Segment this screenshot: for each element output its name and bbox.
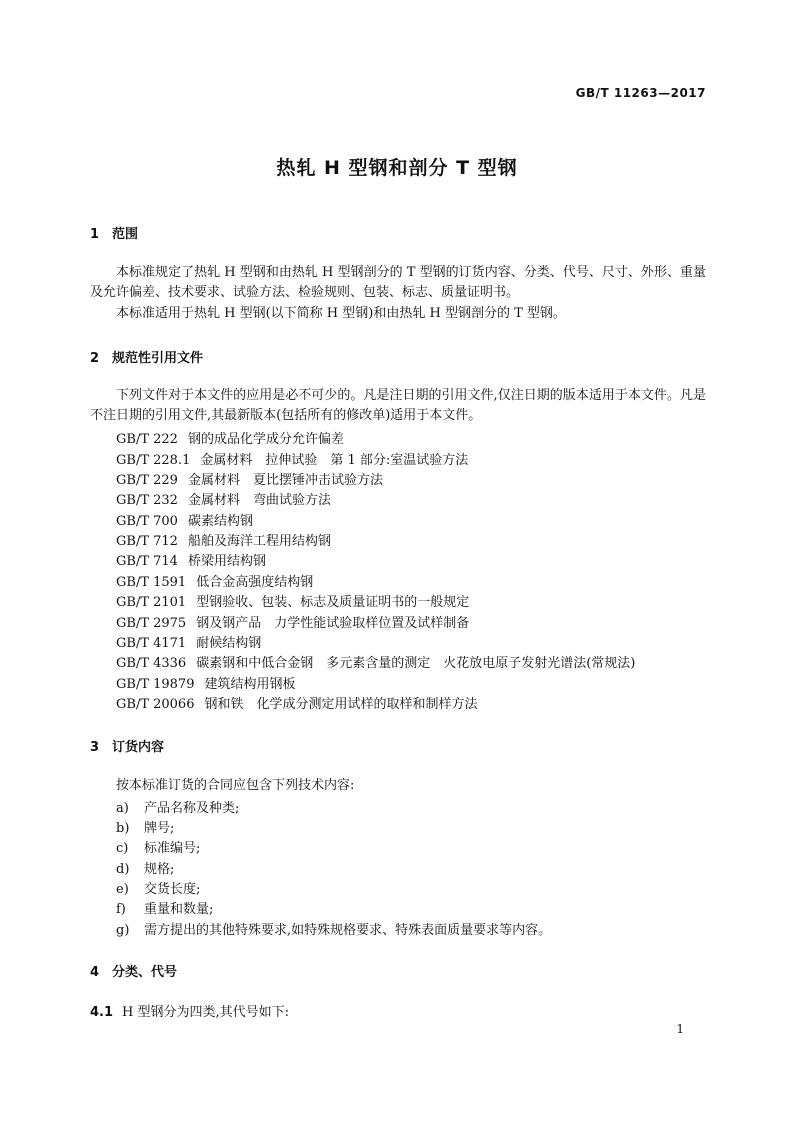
page-number: 1 [676,1022,684,1036]
standard-number: GB/T 11263—2017 [575,86,706,100]
list-marker: a) [116,801,129,816]
list-marker: g) [116,923,130,938]
reference-code: GB/T 228.1 [116,453,191,468]
reference-name: 耐候结构钢 [196,636,262,651]
reference-code: GB/T 19879 [116,677,195,692]
reference-name: 金属材料 夏比摆锤冲击试验方法 [187,473,383,488]
list-text: 交货长度; [144,882,201,897]
reference-code: GB/T 714 [116,554,178,569]
section-1-paragraph-2: 本标准适用于热轧 H 型钢(以下简称 H 型钢)和由热轧 H 型钢剖分的 T 型钢。 [116,306,566,321]
section-title: 分类、代号 [112,965,178,980]
reference-code: GB/T 232 [116,493,178,508]
list-marker: f) [116,902,126,917]
reference-code: GB/T 4336 [116,656,187,671]
list-text: 产品名称及种类; [144,801,240,816]
reference-code: GB/T 229 [116,473,178,488]
list-item [116,898,213,917]
reference-code: GB/T 700 [116,514,178,529]
reference-name: 低合金高强度结构钢 [196,575,314,590]
reference-item [116,530,331,549]
reference-item [116,612,469,631]
reference-item [116,449,468,468]
subsection-4-1 [90,1001,289,1020]
list-item [116,919,551,938]
reference-name: 型钢验收、包装、标志及质量证明书的一般规定 [196,595,470,610]
reference-item [116,652,635,671]
list-item [116,817,174,836]
list-item [116,837,200,856]
subsection-text: H 型钢分为四类,其代号如下: [122,1005,289,1020]
reference-item [116,673,296,692]
reference-code: GB/T 20066 [116,697,195,712]
list-text: 规格; [144,862,175,877]
section-3-heading [90,736,164,755]
list-marker: c) [116,841,129,856]
section-1-heading [90,223,138,242]
section-title: 规范性引用文件 [112,351,204,366]
section-title: 范围 [112,227,139,242]
reference-item [116,693,478,712]
reference-name: 钢及钢产品 力学性能试验取样位置及试样制备 [196,616,470,631]
list-marker: e) [116,882,129,897]
reference-item [116,469,383,488]
reference-item [116,550,266,569]
section-number: 4 [90,965,100,980]
reference-name: 桥梁用结构钢 [187,554,266,569]
reference-name: 钢和铁 化学成分测定用试样的取样和制样方法 [204,697,478,712]
list-item [116,858,174,877]
reference-name: 碳素结构钢 [187,514,253,529]
list-marker: d) [116,862,130,877]
section-title: 订货内容 [112,740,165,755]
section-4-heading [90,961,177,980]
list-text: 标准编号; [144,841,201,856]
reference-name: 金属材料 弯曲试验方法 [187,493,331,508]
section-1-paragraph-1: 本标准规定了热轧 H 型钢和由热轧 H 型钢剖分的 T 型钢的订货内容、分类、代号、尺寸、外形、重量及允许偏差、技术要求、试验方法、检验规则、包装、标志、质量证明书。 [90,265,706,300]
list-text: 重量和数量; [144,902,214,917]
reference-name: 钢的成品化学成分允许偏差 [187,432,344,447]
reference-name: 建筑结构用钢板 [204,677,296,692]
reference-code: GB/T 222 [116,432,178,447]
list-text: 需方提出的其他特殊要求,如特殊规格要求、特殊表面质量要求等内容。 [144,923,552,938]
reference-name: 船舶及海洋工程用结构钢 [187,534,331,549]
list-text: 牌号; [144,821,175,836]
list-item [116,797,239,816]
reference-item [116,591,469,610]
section-number: 1 [90,227,100,242]
list-item [116,878,200,897]
reference-code: GB/T 4171 [116,636,187,651]
reference-name: 碳素钢和中低合金钢 多元素含量的测定 火花放电原子发射光谱法(常规法) [196,656,636,671]
document-title: 热轧 H 型钢和剖分 T 型钢 [276,157,518,179]
section-3-paragraph-1: 按本标准订货的合同应包含下列技术内容: [116,778,355,793]
reference-code: GB/T 2101 [116,595,187,610]
reference-code: GB/T 712 [116,534,178,549]
reference-item [116,571,313,590]
reference-code: GB/T 1591 [116,575,187,590]
section-2-paragraph-1: 下列文件对于本文件的应用是必不可少的。凡是注日期的引用文件,仅注日期的版本适用于本文件。凡是不注日期的引用文件,其最新版本(包括所有的修改单)适用于本文件。 [90,388,706,423]
reference-item [116,632,261,651]
section-number: 3 [90,740,100,755]
reference-item [116,510,253,529]
reference-item [116,489,331,508]
reference-code: GB/T 2975 [116,616,187,631]
list-marker: b) [116,821,130,836]
reference-name: 金属材料 拉伸试验 第 1 部分:室温试验方法 [200,453,469,468]
section-2-heading [90,347,203,366]
section-number: 2 [90,351,100,366]
subsection-number: 4.1 [90,1005,114,1020]
reference-item [116,428,344,447]
